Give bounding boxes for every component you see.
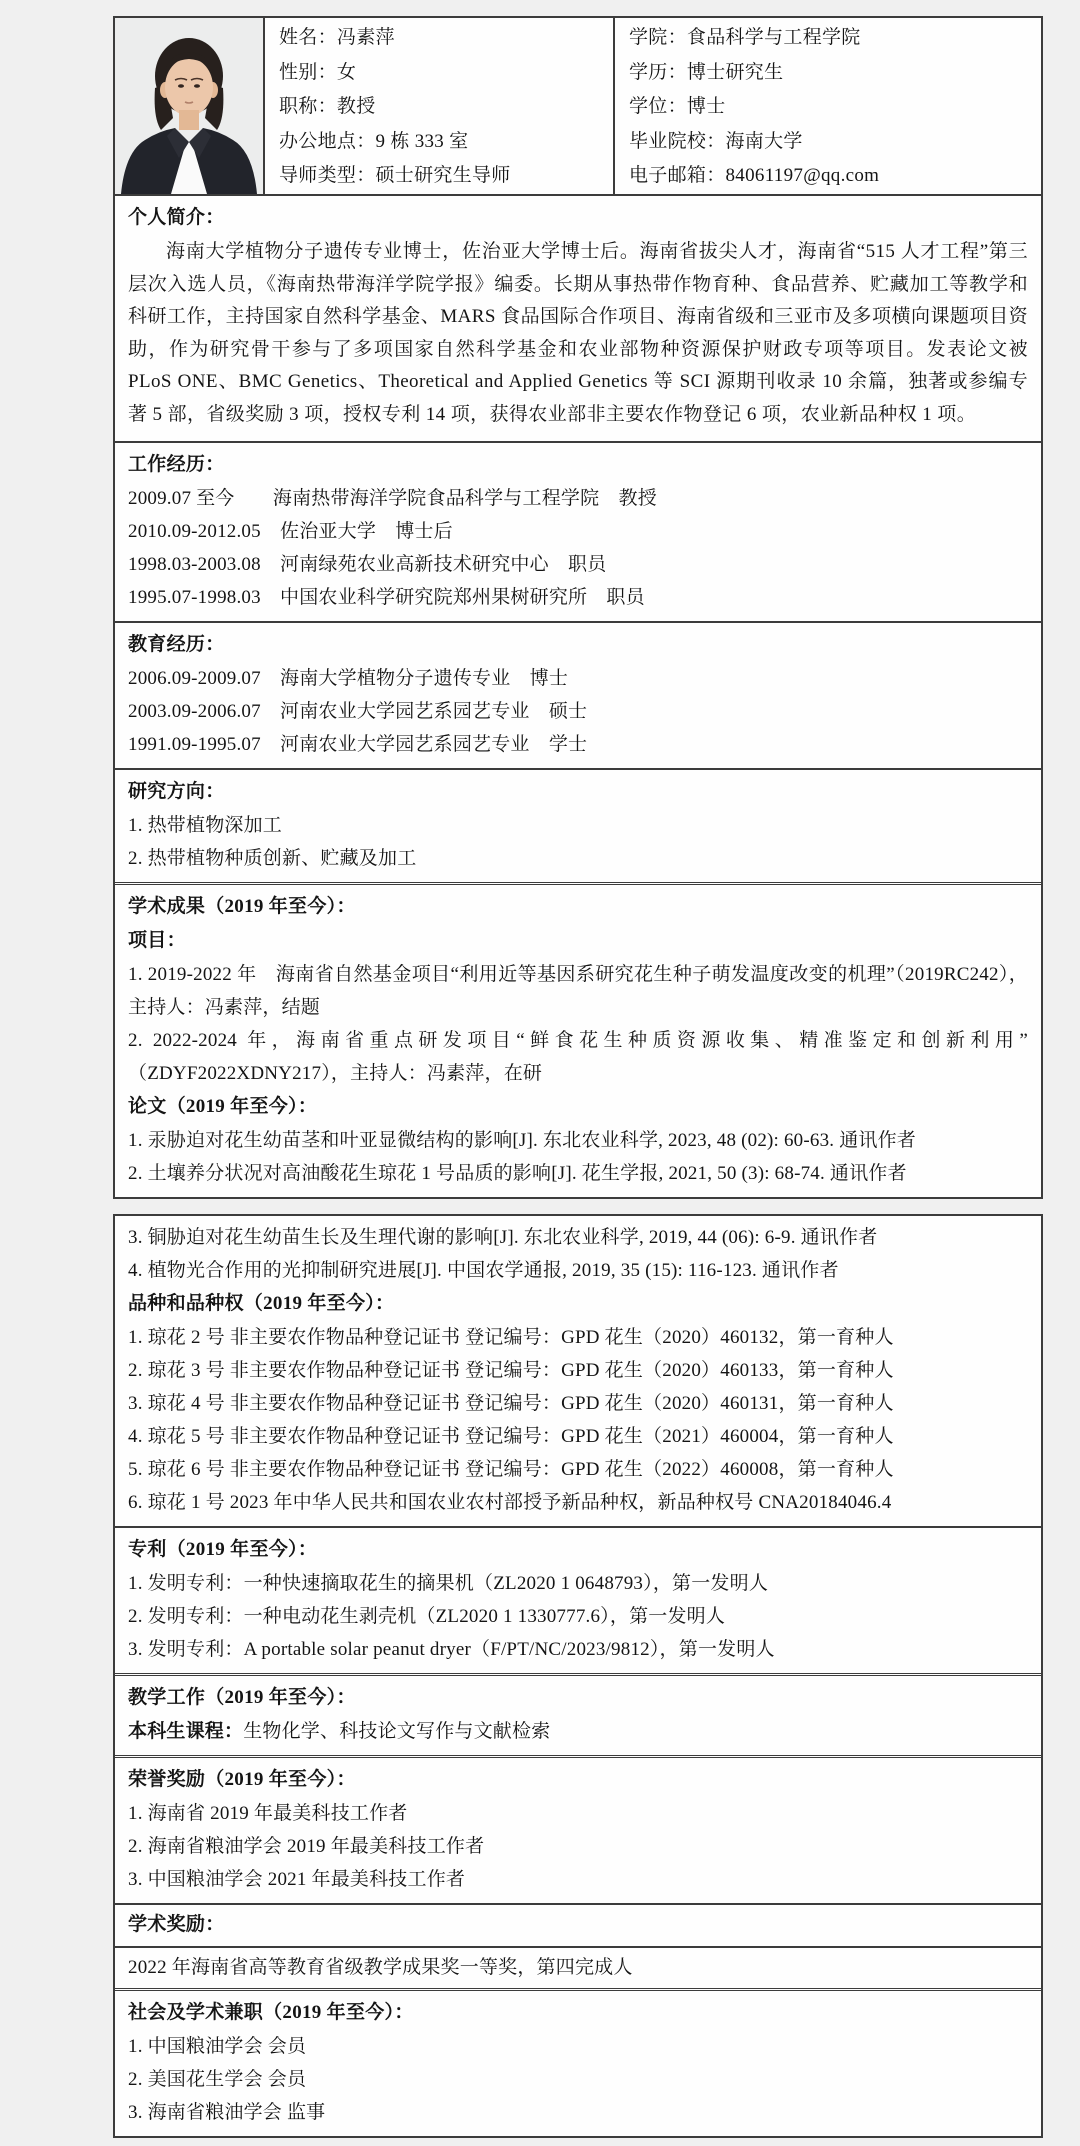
variety-item: 5. 琼花 6 号 非主要农作物品种登记证书 登记编号：GPD 花生（2022）460008，第一育种人 [128, 1459, 894, 1480]
name-field: 姓名：冯素萍 [279, 27, 395, 48]
profile-photo [115, 18, 265, 194]
alma-mater-field: 毕业院校：海南大学 [629, 130, 803, 152]
work-item: 1998.03-2003.08 河南绿苑农业高新技术研究中心 职员 [128, 554, 607, 575]
patent-item: 1. 发明专利：一种快速摘取花生的摘果机（ZL2020 1 0648793），第一发明人 [128, 1573, 769, 1594]
work-item: 2010.09-2012.05 佐治亚大学 博士后 [128, 521, 453, 542]
education-item: 2003.09-2006.07 河南农业大学园艺系园艺专业 硕士 [128, 701, 588, 722]
work-item: 2009.07 至今 海南热带海洋学院食品科学与工程学院 教授 [128, 488, 657, 509]
basic-info-right-column [615, 18, 1041, 194]
papers-heading: 论文（2019 年至今）： [128, 1096, 318, 1117]
course-type-label: 本科生课程： [128, 1721, 244, 1742]
section-work-experience [115, 441, 1041, 621]
project-item: 2. 2022-2024 年，海南省重点研发项目“鲜食花生种质资源收集、精准鉴定和创新利用”（ZDYF2022XDNY217），主持人：冯素萍，在研 [128, 1030, 1028, 1084]
varieties-heading: 品种和品种权（2019 年至今）： [128, 1293, 395, 1314]
education-item: 2006.09-2009.07 海南大学植物分子遗传专业 博士 [128, 668, 569, 689]
achievements-heading: 学术成果（2019 年至今）： [128, 896, 356, 917]
education-heading: 教育经历： [128, 634, 225, 655]
basic-info-left-column [265, 18, 615, 194]
section-intro [115, 196, 1041, 441]
faculty-resume-page [0, 16, 1080, 2146]
degree-field: 学位：博士 [629, 96, 726, 117]
academic-award-item: 2022 年海南省高等教育省级教学成果奖一等奖，第四完成人 [128, 1957, 633, 1978]
patent-item: 3. 发明专利：A portable solar peanut dryer（F/PT/NC/2023/9812），第一发明人 [128, 1639, 775, 1660]
education-level-field: 学历：博士研究生 [629, 61, 784, 83]
projects-heading: 项目： [128, 930, 186, 951]
honors-heading: 荣誉奖励（2019 年至今）： [128, 1769, 356, 1790]
paper-item: 3. 铜胁迫对花生幼苗生长及生理代谢的影响[J]. 东北农业科学, 2019, 44 (06): 6-9. 通讯作者 [128, 1227, 878, 1248]
section-honors [115, 1755, 1041, 1903]
variety-item: 3. 琼花 4 号 非主要农作物品种登记证书 登记编号：GPD 花生（2020）460131，第一育种人 [128, 1393, 894, 1414]
resume-main-table [113, 16, 1043, 1199]
course-list: 生物化学、科技论文写作与文献检索 [243, 1721, 551, 1742]
teaching-heading: 教学工作（2019 年至今）： [128, 1687, 356, 1708]
variety-item: 1. 琼花 2 号 非主要农作物品种登记证书 登记编号：GPD 花生（2020）460132，第一育种人 [128, 1327, 894, 1348]
section-academic-award-content [115, 1946, 1041, 1988]
title-field: 职称：教授 [279, 96, 376, 117]
variety-item: 2. 琼花 3 号 非主要农作物品种登记证书 登记编号：GPD 花生（2020）460133，第一育种人 [128, 1360, 894, 1381]
office-field: 办公地点：9 栋 333 室 [279, 130, 469, 152]
section-academic-achievements [115, 882, 1041, 1197]
section-papers-continued-and-varieties [115, 1216, 1041, 1526]
academic-award-heading: 学术奖励： [128, 1914, 225, 1935]
intro-paragraph: 海南大学植物分子遗传专业博士，佐治亚大学博士后。海南省拔尖人才，海南省“515 人才工程”第三层次入选人员，《海南热带海洋学院学报》编委。长期从事热带作物育种、食品营养、贮藏加工等教学和科研工作，主持国家自然科学基金、MARS 食品国际合作项目、海南省级和三亚市及多项横向课题项目资助，作为研究骨干参与了多项国家自然科学基金和农业部物种资源保护财政专项等项目。发表论文被 PLoS ONE、BMC Genetics、Theoretical and Applied Genetics 等 SCI 源期刊收录 10 余篇，独著或参编专著 5 部，省级奖励 3 项，授权专利 14 项，获得农业部非主要农作物登记 6 项，农业新品种权 1 项。 [128, 241, 1028, 425]
work-item: 1995.07-1998.03 中国农业科学研究院郑州果树研究所 职员 [128, 587, 645, 608]
college-field: 学院：食品科学与工程学院 [629, 27, 861, 48]
intro-heading: 个人简介： [128, 207, 225, 228]
research-item: 1. 热带植物深加工 [128, 815, 283, 836]
honor-item: 3. 中国粮油学会 2021 年最美科技工作者 [128, 1869, 466, 1890]
honor-item: 1. 海南省 2019 年最美科技工作者 [128, 1803, 408, 1824]
gender-field: 性别：女 [279, 61, 357, 83]
membership-item: 1. 中国粮油学会 会员 [128, 2036, 307, 2057]
variety-item: 6. 琼花 1 号 2023 年中华人民共和国农业农村部授予新品种权，新品种权号 CNA20184046.4 [128, 1492, 892, 1513]
project-item: 1. 2019-2022 年 海南省自然基金项目“利用近等基因系研究花生种子萌发温度改变的机理”（2019RC242），主持人：冯素萍，结题 [128, 964, 1028, 1018]
resume-continuation-table [113, 1214, 1043, 2138]
paper-item: 2. 土壤养分状况对高油酸花生琼花 1 号品质的影响[J]. 花生学报, 2021, 50 (3): 68-74. 通讯作者 [128, 1163, 907, 1184]
memberships-heading: 社会及学术兼职（2019 年至今）： [128, 2002, 414, 2023]
paper-item: 4. 植物光合作用的光抑制研究进展[J]. 中国农学通报, 2019, 35 (15): 116-123. 通讯作者 [128, 1260, 839, 1281]
research-heading: 研究方向： [128, 781, 225, 802]
patent-item: 2. 发明专利：一种电动花生剥壳机（ZL2020 1 1330777.6），第一发明人 [128, 1606, 726, 1627]
basic-info-row [115, 18, 1041, 196]
variety-item: 4. 琼花 5 号 非主要农作物品种登记证书 登记编号：GPD 花生（2021）460004，第一育种人 [128, 1426, 894, 1447]
research-item: 2. 热带植物种质创新、贮藏及加工 [128, 848, 417, 869]
section-patents [115, 1526, 1041, 1673]
email-field: 电子邮箱：84061197@qq.com [629, 165, 880, 186]
membership-item: 3. 海南省粮油学会 监事 [128, 2102, 326, 2123]
advisor-type-field: 导师类型：硕士研究生导师 [279, 165, 511, 186]
section-education [115, 621, 1041, 768]
membership-item: 2. 美国花生学会 会员 [128, 2069, 307, 2090]
teaching-course-line [128, 1715, 1028, 1748]
paper-item: 1. 汞胁迫对花生幼苗茎和叶亚显微结构的影响[J]. 东北农业科学, 2023, 48 (02): 60-63. 通讯作者 [128, 1130, 917, 1151]
honor-item: 2. 海南省粮油学会 2019 年最美科技工作者 [128, 1836, 485, 1857]
education-item: 1991.09-1995.07 河南农业大学园艺系园艺专业 学士 [128, 734, 588, 755]
portrait-photo-graphic [115, 18, 263, 194]
section-teaching [115, 1673, 1041, 1755]
work-heading: 工作经历： [128, 454, 225, 475]
section-academic-award-heading [115, 1903, 1041, 1946]
section-research-directions [115, 768, 1041, 882]
section-memberships [115, 1988, 1041, 2136]
patents-heading: 专利（2019 年至今）： [128, 1539, 318, 1560]
